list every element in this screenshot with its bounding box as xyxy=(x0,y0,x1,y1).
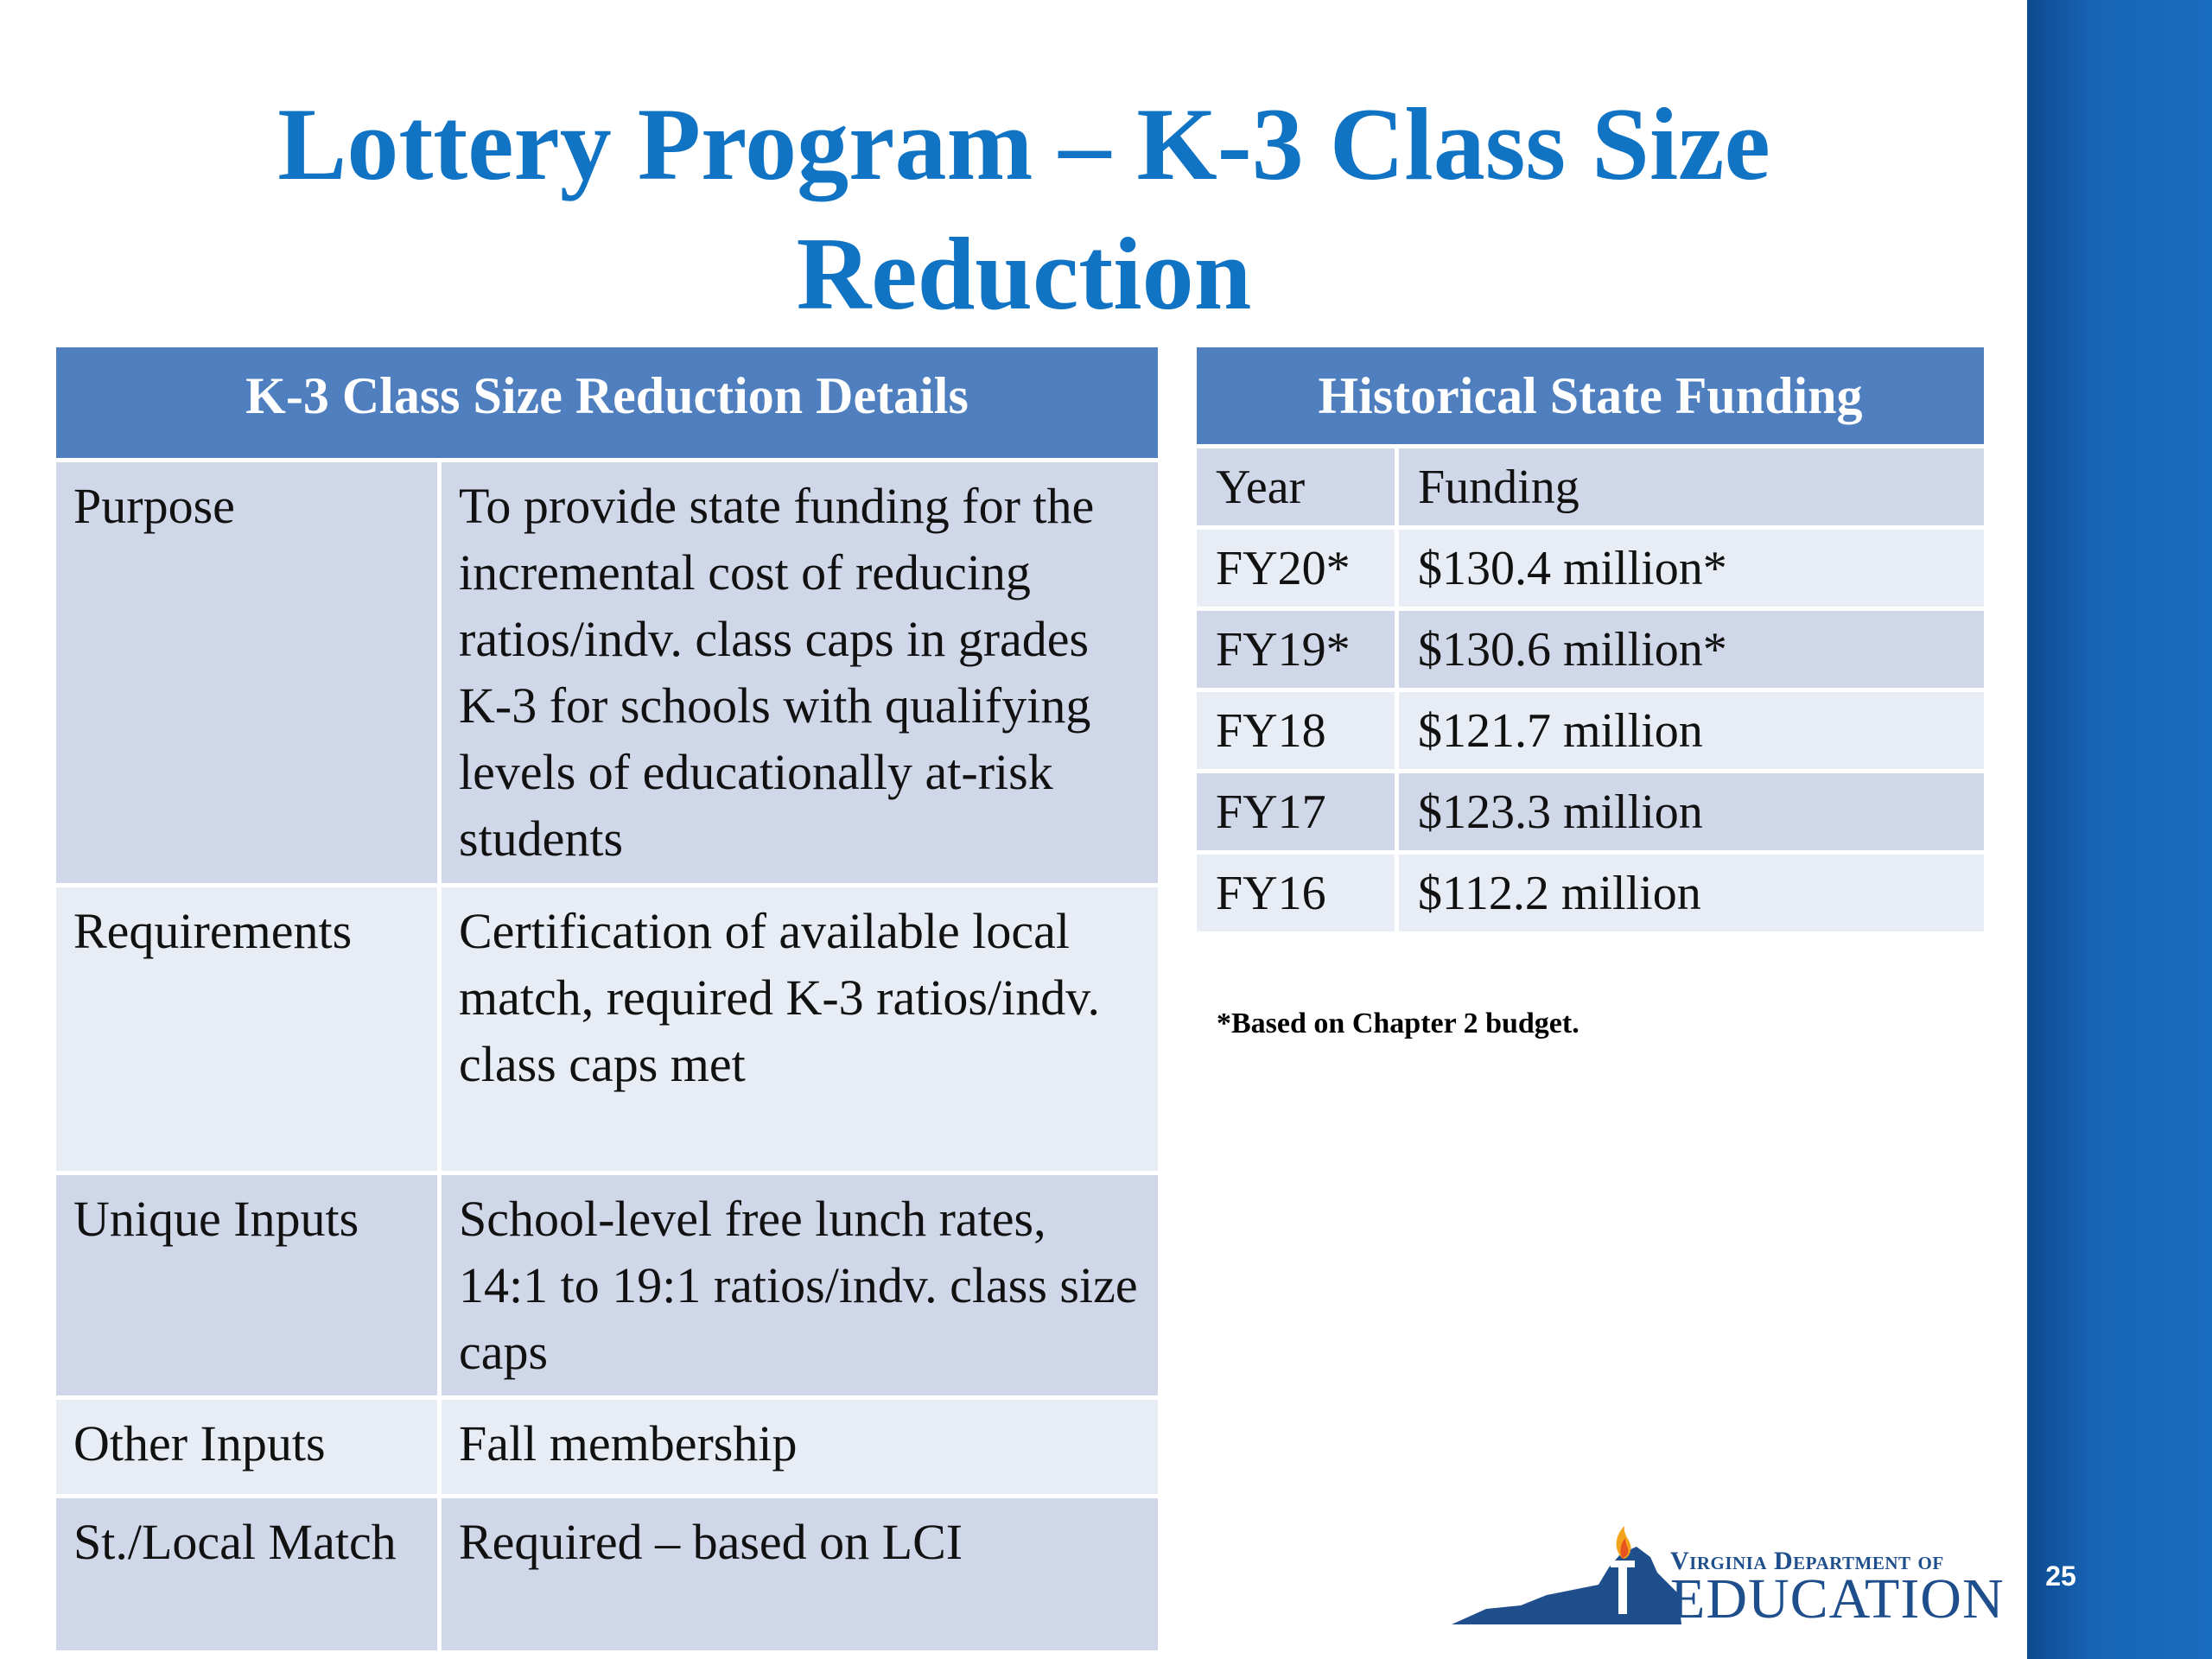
funding-table xyxy=(1192,343,1988,936)
details-table xyxy=(52,343,1162,1655)
funding-cell: $123.3 million xyxy=(1399,773,1984,850)
row-value: To provide state funding for the incremental cost of reducing ratios/indv. class caps in grades K-3 for schools with qualifying levels of educationally at-risk students xyxy=(442,462,1158,883)
sidebar-band xyxy=(2027,0,2212,1659)
row-value: Certification of available local match, required K-3 ratios/indv. class caps met xyxy=(442,887,1158,1171)
slide-title: Lottery Program – K-3 Class Size Reduction xyxy=(277,86,1770,331)
column-header-funding: Funding xyxy=(1399,448,1984,525)
row-label: Purpose xyxy=(56,462,437,883)
footnote: *Based on Chapter 2 budget. xyxy=(1217,1007,1580,1039)
year-cell: FY18 xyxy=(1197,692,1395,769)
year-cell: FY20* xyxy=(1197,530,1395,607)
table-row xyxy=(56,1400,1158,1494)
table-row xyxy=(56,1498,1158,1650)
table-row xyxy=(1197,530,1984,607)
table-row xyxy=(1197,692,1984,769)
column-header-year: Year xyxy=(1197,448,1395,525)
row-label: St./Local Match xyxy=(56,1498,437,1650)
logo-line2: EDUCATION xyxy=(1670,1567,2005,1630)
table-row xyxy=(1197,773,1984,850)
table-row xyxy=(56,462,1158,883)
year-cell: FY16 xyxy=(1197,855,1395,931)
table-row xyxy=(56,887,1158,1171)
year-cell: FY17 xyxy=(1197,773,1395,850)
year-cell: FY19* xyxy=(1197,611,1395,688)
funding-cell: $121.7 million xyxy=(1399,692,1984,769)
row-value: Required – based on LCI xyxy=(442,1498,1158,1650)
row-value: School-level free lunch rates, 14:1 to 19:1 ratios/indv. class size caps xyxy=(442,1175,1158,1395)
row-value: Fall membership xyxy=(442,1400,1158,1494)
table-row xyxy=(56,1175,1158,1395)
row-label: Requirements xyxy=(56,887,437,1171)
row-label: Other Inputs xyxy=(56,1400,437,1494)
funding-cell: $112.2 million xyxy=(1399,855,1984,931)
details-table-header: K-3 Class Size Reduction Details xyxy=(56,347,1158,458)
logo-line1: Virginia Department of xyxy=(1670,1547,1944,1575)
funding-table-header: Historical State Funding xyxy=(1197,347,1984,444)
row-label: Unique Inputs xyxy=(56,1175,437,1395)
table-header-row xyxy=(1197,448,1984,525)
table-row xyxy=(1197,611,1984,688)
funding-cell: $130.4 million* xyxy=(1399,530,1984,607)
page-number: 25 xyxy=(2045,1560,2076,1592)
table-row xyxy=(1197,855,1984,931)
funding-cell: $130.6 million* xyxy=(1399,611,1984,688)
